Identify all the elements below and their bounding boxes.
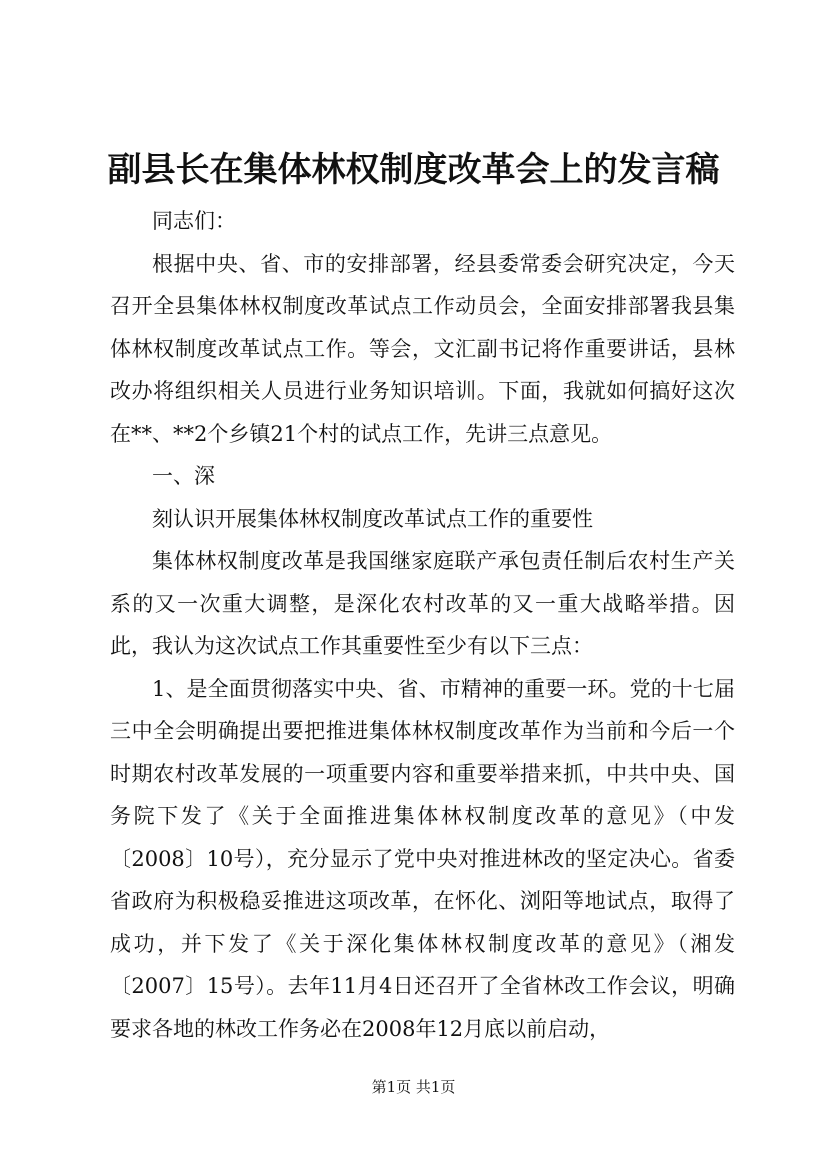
paragraph-intro: 根据中央、省、市的安排部署，经县委常委会研究决定，今天召开全县集体林权制度改革试点工作动员会，全面安排部署我县集体林权制度改革试点工作。等会，文汇副书记将作重要讲话，县林改办将组织相关人员进行业务知识培训。下面，我就如何搞好这次在**、**2个乡镇21个村的试点工作，先讲三点意见。 [110, 251, 735, 446]
page-footer: 第1页 共1页 [371, 1078, 456, 1096]
paragraph-point-one: 1、是全面贯彻落实中央、省、市精神的重要一环。党的十七届三中全会明确提出要把推进集体林权制度改革作为当前和今后一个时期农村改革发展的一项重要内容和重要举措来抓，中共中央、国务院下发了《关于全面推进集体林权制度改革的意见》（中发〔2008〕10号），充分显示了党中央对推进林改的坚定决心。省委省政府为积极稳妥推进这项改革，在怀化、浏阳等地试点，取得了成功，并下发了《关于深化集体林权制度改革的意见》（湘发〔2007〕15号）。去年11月4日还召开了全省林改工作会议，明确要求各地的林改工作务必在2008年12月底以前启动， [110, 676, 735, 1041]
document-title: 副县长在集体林权制度改革会上的发言稿 [107, 150, 720, 190]
document-body [110, 200, 735, 1050]
paragraph-reform-significance: 集体林权制度改革是我国继家庭联产承包责任制后农村生产关系的又一次重大调整，是深化农村改革的又一重大战略举措。因此，我认为这次试点工作其重要性至少有以下三点： [110, 549, 735, 658]
paragraph-greeting: 同志们： [152, 209, 236, 233]
paragraph-section-heading-part2: 刻认识开展集体林权制度改革试点工作的重要性 [152, 506, 593, 531]
paragraph-section-heading-part1: 一、深 [152, 464, 215, 488]
